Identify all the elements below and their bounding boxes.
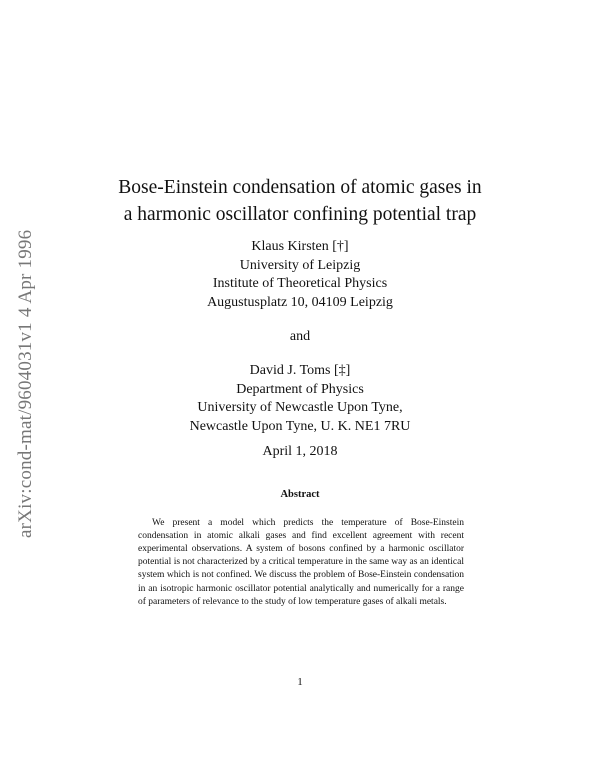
title-line-2: a harmonic oscillator confining potential trap: [123, 204, 477, 225]
author-conjunction: and: [289, 329, 311, 344]
author-name: David J. Toms [‡]: [249, 363, 351, 378]
abstract-heading: Abstract: [280, 489, 320, 500]
abstract-text: We present a model which predicts the temperature of Bose-Einstein condensation in atomic alkali gases and find excellent agreement with recent experimental observations. A system of bosons confined by a harmonic oscillator potential is not characterized by a critical temperature in the same way as an identical system which is not confined. We discuss the problem of Bose-Einstein condensation in an isotropic harmonic oscillator potential analytically and numerically for a range of parameters of relevance to the study of low temperature gases of alkali metals.: [138, 517, 464, 607]
author-affiliation: Institute of Theoretical Physics: [212, 276, 388, 291]
arxiv-identifier-stamp: arXiv:cond-mat/9604031v1 4 Apr 1996: [15, 229, 36, 538]
author-affiliation: University of Newcastle Upon Tyne,: [197, 400, 403, 415]
page-number: 1: [297, 676, 303, 688]
author-block-2: [70, 362, 530, 436]
author-affiliation: University of Leipzig: [239, 257, 361, 273]
author-affiliation: Department of Physics: [236, 381, 364, 397]
paper-title: [70, 174, 530, 228]
author-address: Newcastle Upon Tyne, U. K. NE1 7RU: [189, 418, 411, 434]
author-block-1: [70, 238, 530, 312]
title-line-1: Bose-Einstein condensation of atomic gases in: [118, 177, 482, 198]
author-address: Augustusplatz 10, 04109 Leipzig: [207, 294, 393, 310]
author-name: Klaus Kirsten [†]: [251, 239, 349, 254]
paper-date: April 1, 2018: [262, 444, 338, 459]
